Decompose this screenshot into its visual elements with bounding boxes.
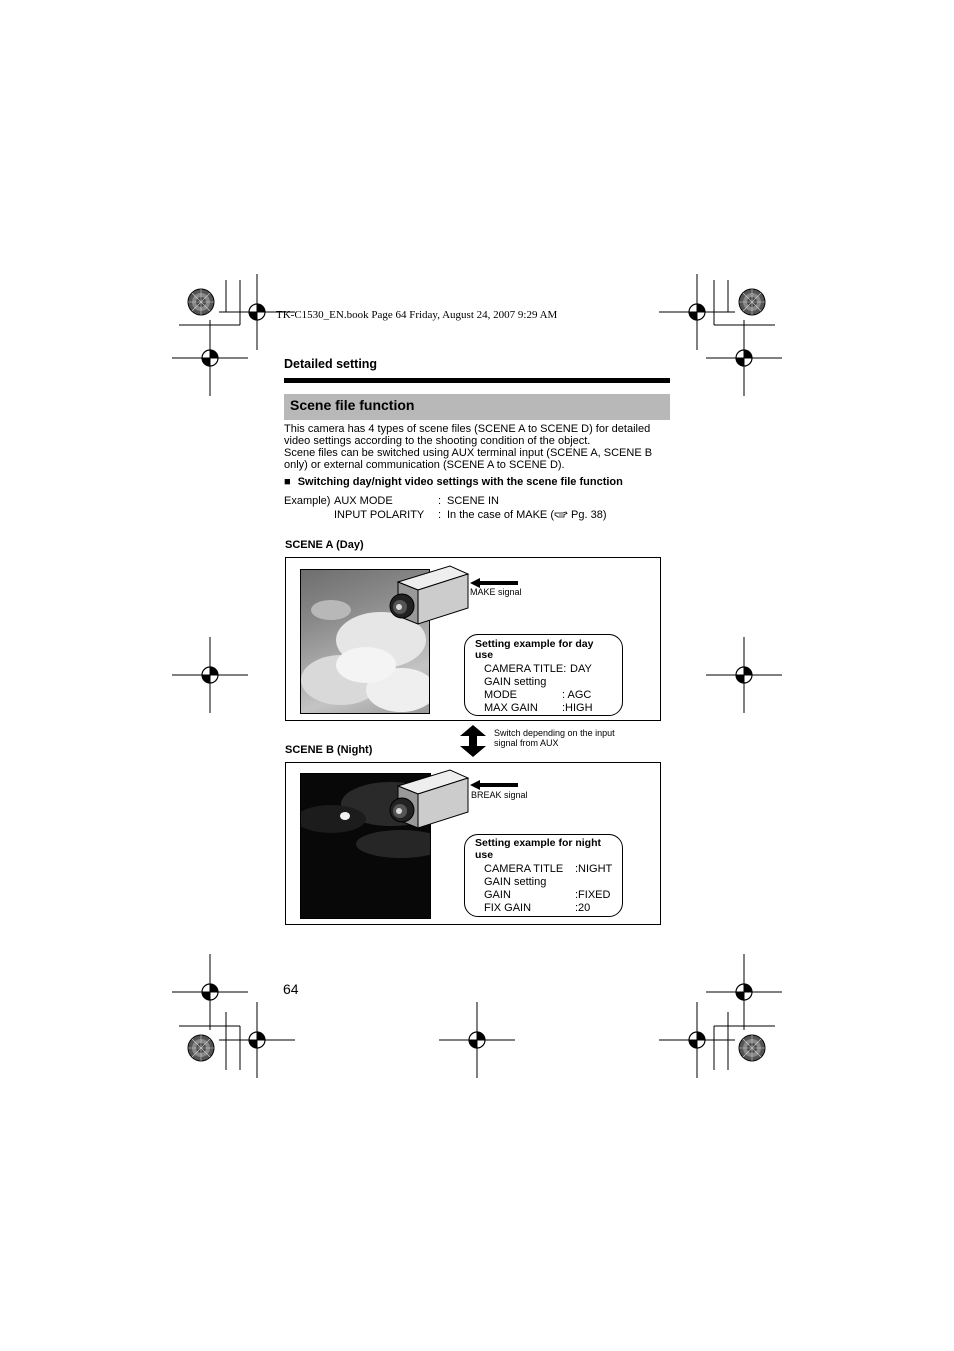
night-setting-row: GAIN setting [484,876,547,888]
page-title: Scene file function [290,397,415,413]
night-setting-row: FIX GAIN :20 [484,902,591,914]
crosshair-mark [172,954,248,1030]
page-number: 64 [283,981,299,997]
example-value-text: In the case of MAKE ( [447,509,554,521]
make-signal-label: MAKE signal [470,587,522,597]
intro-paragraph [284,423,684,471]
section-rule [284,378,670,383]
title-band [284,394,670,420]
wheel-mark [739,289,765,315]
intro-line: video settings according to the shooting condition of the object. [284,435,591,447]
crosshair-mark [219,1002,295,1078]
day-setting-row: MAX GAIN :HIGH [484,702,593,714]
scene-b-label: SCENE B (Night) [285,744,373,756]
print-header: TK-C1530_EN.book Page 64 Friday, August 24, 2007 9:29 AM [276,309,558,321]
example-label-aux-mode: AUX MODE [334,495,393,507]
example-separator: : [438,509,442,521]
night-setting-row: GAIN :FIXED [484,889,611,901]
example-value-aux-mode: SCENE IN [447,495,499,507]
camera-icon [380,560,470,630]
bullet-heading [284,476,623,488]
crosshair-mark [439,1002,515,1078]
night-setting-row: CAMERA TITLE :NIGHT [484,863,613,875]
night-settings-title: Setting example for night [475,837,602,849]
example-value-ref: Pg. 38) [568,509,607,521]
example-value-input-polarity [447,509,607,521]
intro-line: Scene files can be switched using AUX terminal input (SCENE A, SCENE B [284,447,653,459]
day-settings-title: Setting example for day [475,638,594,650]
double-arrow-icon [458,725,488,757]
crosshair-mark [706,954,782,1030]
camera-icon [380,764,470,834]
square-bullet-icon: ■ [284,476,291,488]
scene-a-label: SCENE A (Day) [285,539,364,551]
bullet-heading-text: Switching day/night video settings with the scene file function [297,476,623,488]
crosshair-mark [659,1002,735,1078]
pointing-hand-icon [554,510,568,519]
crosshair-mark [172,320,248,396]
crosshair-mark [706,320,782,396]
intro-line: This camera has 4 types of scene files (SCENE A to SCENE D) for detailed [284,423,651,435]
day-settings-title-2: use [475,649,494,661]
intro-line: only) or external communication (SCENE A to SCENE D). [284,459,565,471]
switch-note-line: Switch depending on the input [494,728,615,738]
switch-note-line: signal from AUX [494,738,559,748]
crosshair-mark [659,274,735,350]
night-settings-box [464,834,623,917]
wheel-mark [188,1035,214,1061]
switch-note [494,728,615,748]
section-label: Detailed setting [284,357,378,371]
example-label-input-polarity: INPUT POLARITY [334,509,425,521]
day-setting-row: CAMERA TITLE: DAY [484,663,592,675]
wheel-mark [188,289,214,315]
day-setting-row: MODE : AGC [484,689,592,701]
wheel-mark [739,1035,765,1061]
day-settings-box [464,634,623,716]
break-signal-label: BREAK signal [471,790,528,800]
crosshair-mark [706,637,782,713]
example-prefix: Example) [284,495,331,507]
day-setting-row: GAIN setting [484,676,547,688]
example-separator: : [438,495,442,507]
crosshair-mark [172,637,248,713]
night-settings-title-2: use [475,849,494,861]
